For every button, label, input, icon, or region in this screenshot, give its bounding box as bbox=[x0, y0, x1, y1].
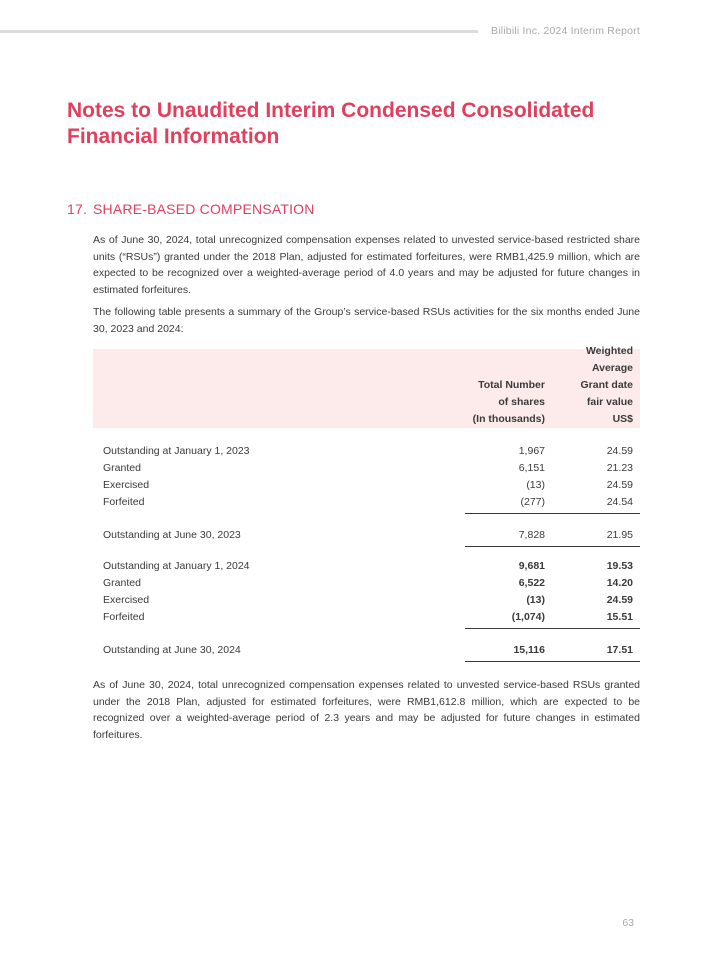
paragraph-table-intro: The following table presents a summary of the Group’s service-based RSUs activities for the six months ended June 30, 2023 and 2024: bbox=[93, 306, 640, 335]
total-rule bbox=[553, 546, 640, 547]
table-row: Outstanding at January 1, 2024 9,681 19.53 bbox=[103, 560, 633, 572]
header-rule bbox=[0, 30, 478, 33]
table-row: Outstanding at June 30, 2024 15,116 17.51 bbox=[103, 644, 633, 656]
total-rule bbox=[553, 661, 640, 662]
page-number: 63 bbox=[622, 917, 634, 929]
subtotal-rule bbox=[465, 513, 553, 514]
section-heading bbox=[67, 201, 315, 217]
header-total-shares: Total Number of shares (In thousands) bbox=[472, 379, 545, 425]
table-row: Granted 6,151 21.23 bbox=[103, 462, 633, 474]
total-rule bbox=[465, 546, 553, 547]
header-fair-value: Weighted Average Grant date fair value US$ bbox=[580, 345, 633, 425]
table-row: Forfeited (277) 24.54 bbox=[103, 496, 633, 508]
paragraph-intro: As of June 30, 2024, total unrecognized compensation expenses related to unvested service-based restricted share units (“RSUs”) granted under the 2018 Plan, adjusted for estimated forfeitures, were RMB1,425.9 million, which are expected to be recognized over a weighted-average period of 4.0 years and may be adjusted for future changes in estimated forfeitures. bbox=[93, 234, 640, 296]
table-header bbox=[93, 345, 640, 428]
table-row: Forfeited (1,074) 15.51 bbox=[103, 611, 633, 623]
paragraph-closing: As of June 30, 2024, total unrecognized compensation expenses related to unvested service-based RSUs granted under the 2018 Plan, adjusted for estimated forfeitures, were RMB1,612.8 million, which are expected to be recognized over a weighted-average period of 2.3 years and may be adjusted for future changes in estimated forfeitures. bbox=[93, 679, 640, 741]
table-row: Outstanding at January 1, 2023 1,967 24.59 bbox=[103, 445, 633, 457]
table-row: Exercised (13) 24.59 bbox=[103, 594, 633, 606]
subtotal-rule bbox=[553, 513, 640, 514]
page-title: Notes to Unaudited Interim Condensed Consolidated Financial Information bbox=[67, 99, 595, 148]
subtotal-rule bbox=[553, 628, 640, 629]
table-row: Outstanding at June 30, 2023 7,828 21.95 bbox=[103, 529, 633, 541]
table-row: Granted 6,522 14.20 bbox=[103, 577, 633, 589]
subtotal-rule bbox=[465, 628, 553, 629]
report-header: Bilibili Inc. 2024 Interim Report bbox=[491, 25, 640, 37]
section-title: SHARE-BASED COMPENSATION bbox=[93, 201, 315, 217]
section-number: 17. bbox=[67, 201, 88, 217]
table-row: Exercised (13) 24.59 bbox=[103, 479, 633, 491]
total-rule bbox=[465, 661, 553, 662]
rsu-activity-table bbox=[93, 345, 640, 656]
